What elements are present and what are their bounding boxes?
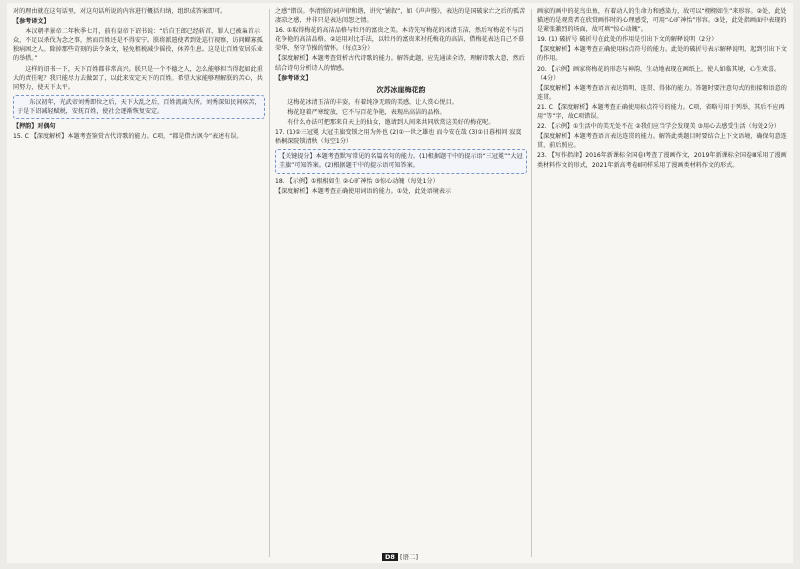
question-answer: 17. (1)①三冠冕 大冠圭旗变锁之用为外也 (2)①一世之雄也 而今安在哉 (3)①日暮相问 寂寞梧桐深院锁清秋（每空1分） [275, 129, 522, 146]
poem-translation: 有什么办法可把那来自天上的仙女，邀请到人间来共同欣赏这美好的梅花呢。 [287, 119, 495, 127]
answer-paragraph: 画家的画中的花鸟虫鱼，有着动人的生命力和感染力，故可以“栩栩如生”来形容。②处，此处描述的是观赏者在欣赏画作时的心理感受，可用“心旷神怡”形容。③处，此处指画面中表现的是紧张激烈的场面，故可填“惊心动魄”。 [537, 8, 787, 34]
middle-column [275, 7, 527, 559]
poem-title: 次苏冰崖梅花韵 [376, 85, 426, 94]
translation-paragraph: 这样的诏书一下，天下百姓都非常高兴。朕只是一个不德之人，怎么能够担当得起如此重大的责任呢？我只能尽力去做罢了，以此来安定天下的百姓。希望大家能够理解朕的苦心，共同努力，使天下太平。 [13, 65, 263, 91]
translation-paragraph: 本汉朝孝景帝二年秋季七月，前有皇帝下诏书说：“后自王郎已经斩首，罪人已被枭首示众，不足以杀伐为念之事，然而百姓还是不得安宁。朕将派遣使者到处巡行视察，访问鳏寡孤独病困之人。除掉那些苛刻的法令条文，轻免租税减少徭役，休养生息。这是让百姓安居乐业的举措。” [13, 28, 263, 63]
section-heading: 【押韵】对偶句 [13, 123, 56, 131]
poem-translation: 这梅花冰清玉洁的丰姿，有着纯净无瑕的美感，让人赏心悦目。 [287, 98, 458, 106]
question-answer: 18. 【示例】①根相如生 ②心旷神怡 ③惊心动魄（每处1分） [275, 177, 439, 185]
answer-paragraph: 之感”错误。李清照的词声律和谐，讲究“铺叙”，如《声声慢》，表达的是国破家亡之后的孤苦凄凉之感，并非只是表达闺怨之情。 [275, 8, 526, 25]
answer-paragraph: 对的理由就在这句话里，对这句话所说的内容进行概括归纳，组织成答案即可。 [13, 8, 227, 15]
key-tip-note: 【关键提分】本题考查默写常见的名篇名句的能力。(1)根据题干中的提示语“三冠冕”“大冠圭旗”可知答案。(2)根据题干中的提示语可知答案。 [275, 149, 527, 173]
question-answer: 19. (1) 破折号 破折号在此处的作用是引出下文的解释说明（2分） [537, 36, 718, 44]
analysis-paragraph: 【深度解析】本题考查语言表达简明、连贯、得体的能力。答题时要注意句式的衔接和语意的连贯。 [537, 84, 787, 101]
document-page [7, 3, 793, 563]
question-answer: 16. ①取得梅花的高洁品格与牡丹的富贵之美。本诗先写梅花的冰清玉洁，然后写梅花不与百花争艳的高洁品格。②运用对比手法，以牡丹的富贵来衬托梅花的高洁，借梅花表达自己不慕荣华、坚守节操的情怀。（每点3分） [275, 27, 525, 53]
left-column [13, 7, 265, 559]
right-column [537, 7, 787, 559]
analysis-paragraph: 【深度解析】本题考查语言表达连贯的能力。解答此类题目时要结合上下文语境，确保句意连贯、前后照应。 [537, 133, 787, 150]
question-answer: 15. C 【深度解析】本题考查鉴赏古代诗歌的能力。C项，“都是借古讽今”表述有误。 [13, 133, 243, 141]
analysis-paragraph: 【深度解析】本题考查赏析古代诗歌的能力。解答此题，应先通读全诗，理解诗歌大意，然后结合诗句分析诗人的情感。 [275, 55, 525, 72]
column-divider [531, 9, 532, 557]
page-label: [语二] [399, 553, 419, 561]
question-answer: 22. 【示例】①生活中的美无处不在 ②我们应当学会发现美 ③用心去感受生活（每处2分） [537, 123, 780, 131]
page-footer [7, 552, 793, 561]
question-answer: 23. 【写作指津】2016年新课标全国卷Ⅰ考查了漫画作文，2019年新课标全国卷Ⅲ采用了漫画类材料作文的形式，2021年新高考卷Ⅱ同样采用了漫画类材料作文的形式。 [537, 152, 787, 169]
question-answer: 21. C 【深度解析】本题考查正确使用标点符号的能力。C项，省略号用于列举，其后不应再用“等”字，故C项错误。 [537, 103, 785, 121]
section-heading: 【参考译文】 [275, 74, 312, 82]
analysis-paragraph: 【深度解析】本题考查正确使用标点符号的能力。此处的破折号表示解释说明，起到引出下文的作用。 [537, 46, 787, 63]
analysis-paragraph: 【深度解析】本题考查正确使用词语的能力。①处，此处语境表示 [275, 187, 452, 195]
page-number: D8 [382, 553, 398, 561]
column-divider [269, 9, 270, 557]
question-answer: 20. 【示例】画家将梅花的形态与神韵，生动地表现在画纸上，使人如临其境，心生欢喜。（4分） [537, 65, 781, 82]
explanation-note: 东汉初年，光武帝刘秀即位之后，天下大乱之后，百姓流离失所。刘秀深知民间疾苦，于是下诏减轻赋税，安抚百姓，使社会逐渐恢复安定。 [13, 95, 265, 119]
poem-translation: 梅花迎着严寒绽放，它不与百花争艳，表现出高洁的品格。 [287, 108, 446, 116]
section-heading: 【参考译文】 [13, 18, 50, 26]
